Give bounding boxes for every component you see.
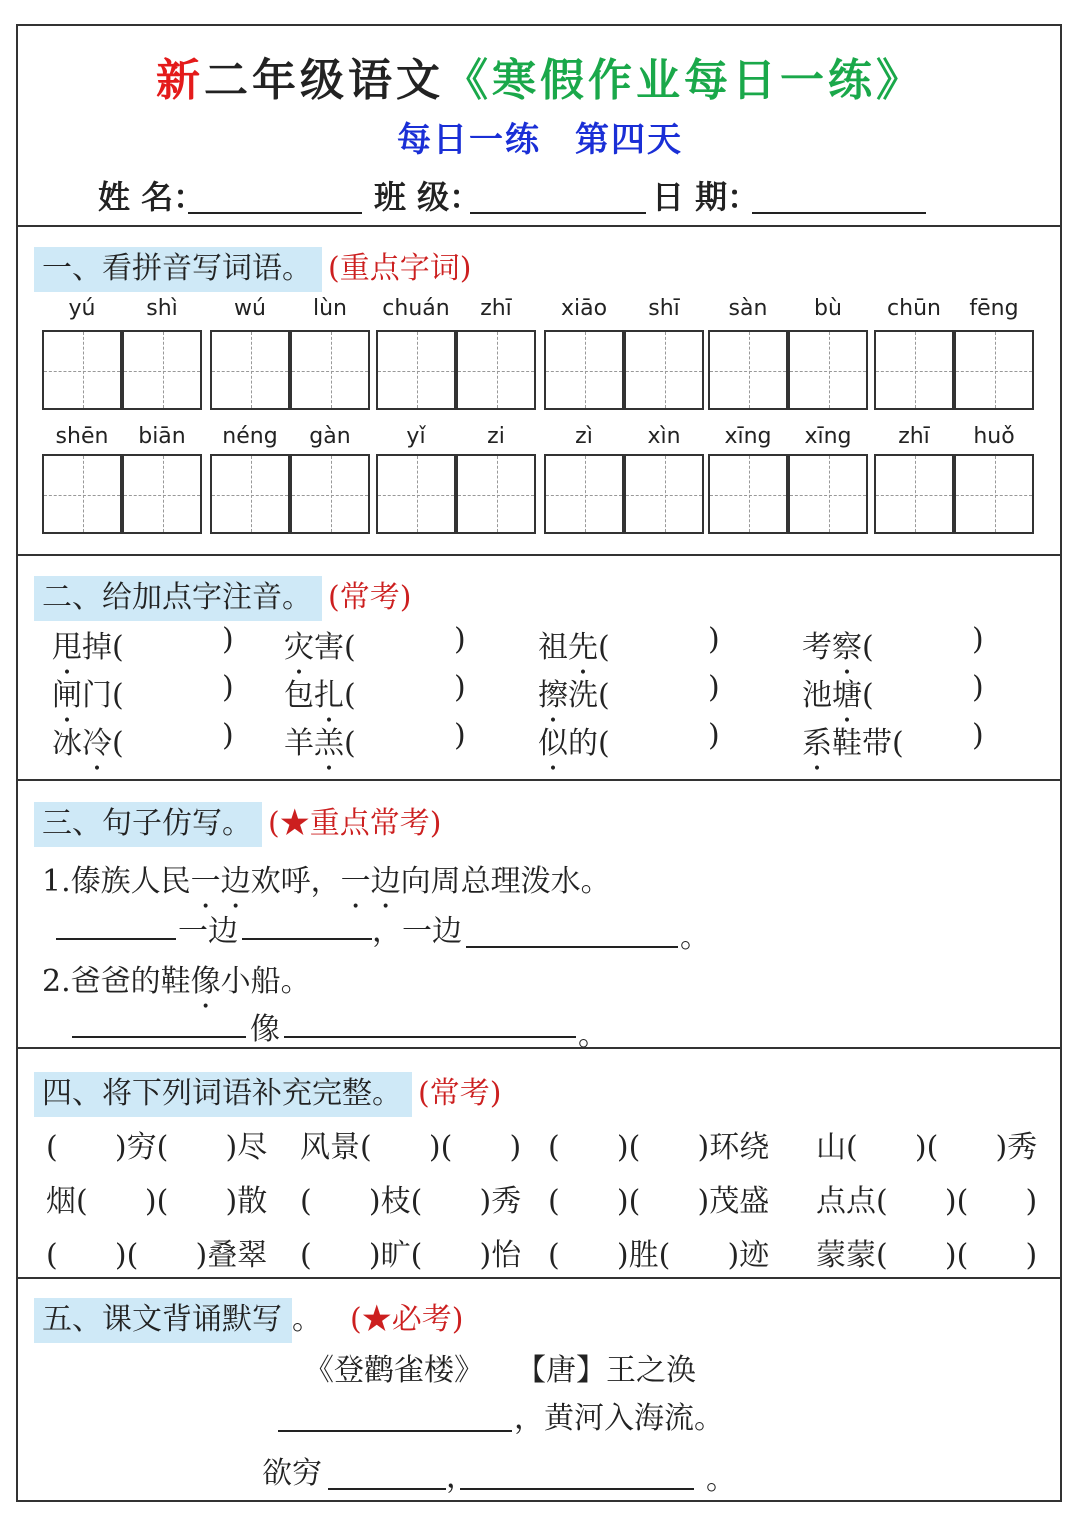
pinyin-syllable: shì: [146, 296, 178, 321]
open-paren: (: [112, 630, 124, 665]
pronunciation-word: 系鞋带(: [802, 726, 904, 761]
pinyin-syllable: xìn: [647, 424, 681, 449]
section3-title: 三、句子仿写。: [34, 802, 262, 847]
date-field[interactable]: [752, 212, 926, 214]
pinyin-syllable: biān: [138, 424, 186, 449]
pinyin-syllable: yú: [68, 296, 96, 321]
section2-heading: [34, 572, 411, 616]
poem-blank[interactable]: [328, 1488, 446, 1490]
section5-title-end: 。: [292, 1302, 322, 1337]
pronunciation-word: 冰冷(: [52, 726, 124, 761]
idiom-item[interactable]: ( )( )茂盛: [548, 1184, 770, 1219]
poem-line-1: ，黄河入海流。: [514, 1401, 724, 1436]
section3-tag: (★重点常考): [268, 806, 442, 841]
sentence-1-word-b: ，一边: [372, 914, 462, 949]
tianzige-box[interactable]: [788, 454, 868, 534]
section5-title: 五、课文背诵默写: [34, 1298, 292, 1343]
poem-line-2-end: 。: [706, 1462, 736, 1497]
pinyin-syllable: fēng: [969, 296, 1019, 321]
poem-author: 【唐】王之涣: [516, 1353, 696, 1388]
divider: [16, 1277, 1062, 1279]
pinyin-syllable: gàn: [309, 424, 351, 449]
pinyin-syllable: zì: [575, 424, 593, 449]
section4-tag: (常考): [418, 1076, 502, 1111]
tianzige-box[interactable]: [210, 454, 290, 534]
answer-slot-close[interactable]: ): [222, 718, 234, 753]
answer-slot-close[interactable]: ): [454, 718, 466, 753]
blank-field[interactable]: [284, 1036, 576, 1038]
divider: [16, 225, 1062, 227]
section1-tag: (重点字词): [328, 251, 472, 286]
tianzige-box[interactable]: [290, 454, 370, 534]
blank-field[interactable]: [466, 946, 678, 948]
section1-heading: [34, 243, 471, 287]
open-paren: (: [598, 726, 610, 761]
answer-slot-close[interactable]: ): [454, 622, 466, 657]
answer-slot-close[interactable]: ): [972, 622, 984, 657]
tianzige-box[interactable]: [42, 330, 122, 410]
tianzige-box[interactable]: [544, 454, 624, 534]
pinyin-syllable: chūn: [887, 296, 941, 321]
open-paren: (: [112, 726, 124, 761]
tianzige-box[interactable]: [290, 330, 370, 410]
pinyin-syllable: wú: [234, 296, 266, 321]
poem-line-2-comma: ，: [446, 1460, 476, 1495]
pinyin-syllable: shēn: [55, 424, 109, 449]
pronunciation-word: 灾害(: [284, 630, 356, 665]
divider: [16, 779, 1062, 781]
pinyin-syllable: yǐ: [406, 424, 426, 449]
answer-slot-close[interactable]: ): [708, 670, 720, 705]
answer-slot-close[interactable]: ): [708, 718, 720, 753]
tianzige-box[interactable]: [376, 330, 456, 410]
pronunciation-word: 闸门(: [52, 678, 124, 713]
title-grade: 二年级语文: [204, 55, 444, 106]
tianzige-box[interactable]: [708, 454, 788, 534]
pinyin-syllable: sàn: [728, 296, 768, 321]
open-paren: (: [862, 630, 874, 665]
sentence-1-text: 1.傣族人民一边欢呼，一边向周总理泼水。: [42, 864, 611, 899]
answer-slot-close[interactable]: ): [222, 670, 234, 705]
pinyin-syllable: huǒ: [973, 424, 1015, 449]
tianzige-box[interactable]: [122, 330, 202, 410]
sentence-1-end: 。: [680, 920, 710, 955]
idiom-item[interactable]: ( )旷( )怡: [300, 1238, 522, 1273]
tianzige-box[interactable]: [954, 454, 1034, 534]
tianzige-box[interactable]: [544, 330, 624, 410]
tianzige-box[interactable]: [376, 454, 456, 534]
section3-heading: [34, 798, 441, 842]
tianzige-box[interactable]: [874, 454, 954, 534]
open-paren: (: [598, 678, 610, 713]
tianzige-box[interactable]: [954, 330, 1034, 410]
sentence-2-end: 。: [578, 1018, 608, 1053]
divider: [16, 554, 1062, 556]
blank-field[interactable]: [56, 938, 176, 940]
name-label: 姓 名：: [98, 178, 206, 216]
tianzige-box[interactable]: [42, 454, 122, 534]
section2-title: 二、给加点字注音。: [34, 576, 322, 621]
tianzige-box[interactable]: [624, 454, 704, 534]
answer-slot-close[interactable]: ): [222, 622, 234, 657]
tianzige-box[interactable]: [456, 454, 536, 534]
section1-title: 一、看拼音写词语。: [34, 247, 322, 292]
section5-tag: (★必考): [350, 1302, 464, 1337]
idiom-item[interactable]: ( )( )叠翠: [46, 1238, 268, 1273]
pinyin-syllable: xiāo: [560, 296, 608, 321]
pronunciation-word: 甩掉(: [52, 630, 124, 665]
pinyin-syllable: lùn: [313, 296, 347, 321]
tianzige-box[interactable]: [122, 454, 202, 534]
pronunciation-word: 包扎(: [284, 678, 356, 713]
sentence-1: [42, 856, 611, 900]
sentence-1-word-a: 一边: [178, 914, 238, 949]
tianzige-box[interactable]: [456, 330, 536, 410]
idiom-item[interactable]: 风景( )( ): [300, 1130, 522, 1165]
open-paren: (: [344, 726, 356, 761]
pinyin-syllable: shī: [648, 296, 680, 321]
blank-field[interactable]: [72, 1036, 246, 1038]
divider: [16, 1047, 1062, 1049]
name-field[interactable]: [188, 212, 362, 214]
pinyin-syllable: xīng: [804, 424, 852, 449]
open-paren: (: [862, 678, 874, 713]
page-title: [0, 44, 1080, 108]
pinyin-syllable: xīng: [724, 424, 772, 449]
title-new: 新: [156, 55, 204, 106]
pinyin-syllable: bù: [814, 296, 842, 321]
idiom-item[interactable]: ( )穷( )尽: [46, 1130, 268, 1165]
tianzige-box[interactable]: [874, 330, 954, 410]
idiom-item[interactable]: 点点( )( ): [816, 1184, 1038, 1219]
pronunciation-word: 池塘(: [802, 678, 874, 713]
pinyin-syllable: zhī: [898, 424, 930, 449]
open-paren: (: [344, 678, 356, 713]
section2-tag: (常考): [328, 580, 412, 615]
tianzige-box[interactable]: [788, 330, 868, 410]
idiom-item[interactable]: 蒙蒙( )( ): [816, 1238, 1038, 1273]
open-paren: (: [598, 630, 610, 665]
page-subtitle: [0, 112, 1080, 161]
answer-slot-close[interactable]: ): [454, 670, 466, 705]
pinyin-syllable: zhī: [480, 296, 512, 321]
open-paren: (: [892, 726, 904, 761]
idiom-item[interactable]: ( )枝( )秀: [300, 1184, 522, 1219]
sentence-2-text: 2.爸爸的鞋像小船。: [42, 964, 311, 999]
pronunciation-word: 考察(: [802, 630, 874, 665]
class-label: 班 级：: [374, 178, 482, 216]
title-book: 《寒假作业每日一练》: [444, 55, 924, 106]
section5-heading: [34, 1294, 463, 1338]
pinyin-syllable: zi: [487, 424, 505, 449]
pronunciation-word: 擦洗(: [538, 678, 610, 713]
idiom-item[interactable]: 山( )( )秀: [816, 1130, 1038, 1165]
poem-title: 《登鹳雀楼》: [304, 1353, 484, 1388]
pronunciation-word: 似的(: [538, 726, 610, 761]
idiom-item[interactable]: ( )胜( )迹: [548, 1238, 770, 1273]
answer-slot-close[interactable]: ): [708, 622, 720, 657]
open-paren: (: [112, 678, 124, 713]
section4-title: 四、将下列词语补充完整。: [34, 1072, 412, 1117]
pronunciation-word: 羊羔(: [284, 726, 356, 761]
idiom-item[interactable]: 烟( )( )散: [46, 1184, 268, 1219]
poem-blank[interactable]: [460, 1488, 694, 1490]
idiom-item[interactable]: ( )( )环绕: [548, 1130, 770, 1165]
tianzige-box[interactable]: [210, 330, 290, 410]
sentence-2-word: 像: [250, 1012, 280, 1047]
pinyin-syllable: chuán: [382, 296, 450, 321]
tianzige-box[interactable]: [624, 330, 704, 410]
section4-heading: [34, 1068, 501, 1112]
tianzige-box[interactable]: [708, 330, 788, 410]
class-field[interactable]: [470, 212, 646, 214]
pronunciation-word: 祖先(: [538, 630, 610, 665]
open-paren: (: [344, 630, 356, 665]
answer-slot-close[interactable]: ): [972, 718, 984, 753]
answer-slot-close[interactable]: ): [972, 670, 984, 705]
date-label: 日 期：: [652, 178, 760, 216]
pinyin-syllable: néng: [222, 424, 278, 449]
blank-field[interactable]: [242, 938, 372, 940]
poem-line-2-start: 欲穷: [262, 1456, 322, 1491]
sentence-2: [42, 956, 311, 1000]
subtitle-day: 第四天: [575, 120, 683, 160]
subtitle-daily: 每日一练: [397, 120, 541, 160]
poem-blank[interactable]: [278, 1430, 512, 1432]
